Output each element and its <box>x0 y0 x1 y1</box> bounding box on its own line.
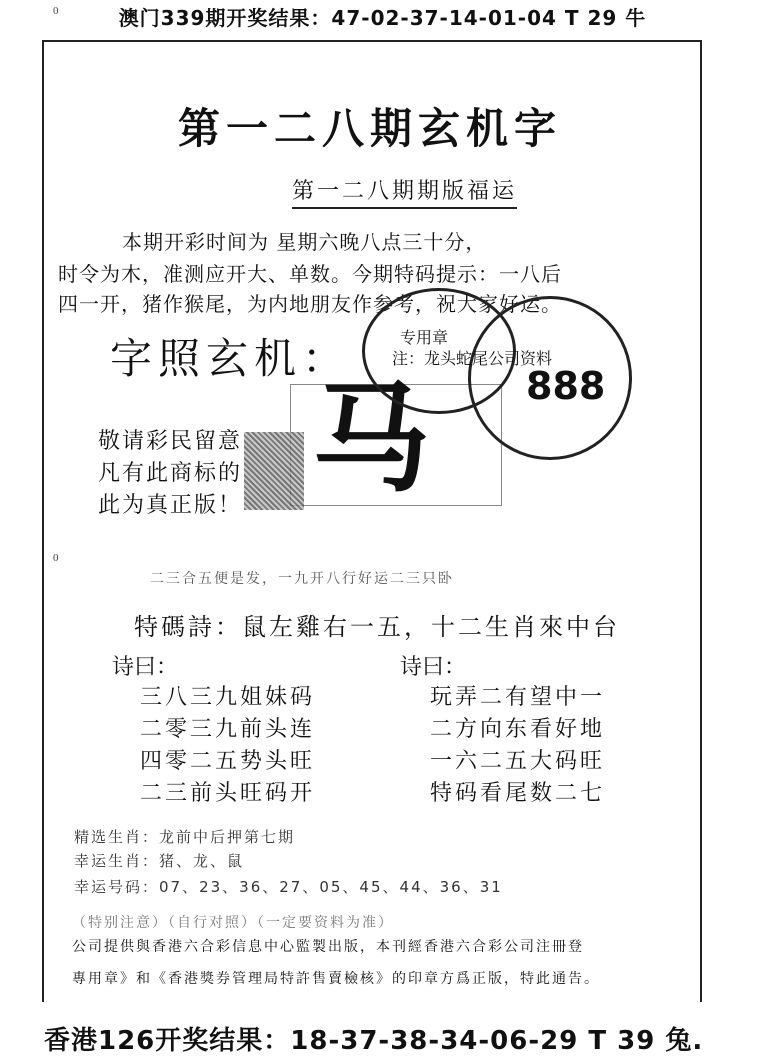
trademark-photo <box>244 432 304 510</box>
poem-title: 特碼詩：鼠左雞右一五，十二生肖來中台 <box>134 613 620 641</box>
poem-heading-right: 诗曰： <box>400 655 467 680</box>
hongkong-draw-result: 香港126开奖结果：18-37-38-34-06-29 T 39 兔. <box>44 1026 704 1056</box>
fine-print: （特别注意）（自行对照）（一定要资料为准） <box>72 915 394 931</box>
info-line: 幸运生肖：猪、龙、鼠 <box>74 852 245 870</box>
corner-mark: 0 <box>53 552 59 564</box>
intro-line-1: 本期开彩时间为 星期六晚八点三十分， <box>122 230 487 254</box>
macau-draw-result: 澳门339期开奖结果：47-02-37-14-01-04 T 29 牛 <box>118 6 647 30</box>
notice-line: 敬请彩民留意 <box>98 429 243 454</box>
intro-line-2: 时令为木，准测应开大、单数。今期特码提示：一八后 <box>58 262 562 286</box>
riddle-label: 字照玄机： <box>110 334 351 383</box>
poem-line-left: 二三前头旺码开 <box>140 781 316 806</box>
poem-line-right: 玩弄二有望中一 <box>430 685 606 710</box>
info-line: 精选生肖：龙前中后押第七期 <box>74 828 296 846</box>
corner-mark: 0 <box>53 5 59 17</box>
riddle-answer: 马 <box>312 369 431 508</box>
seal-text: 注：龙头蛇尾公司资料 <box>392 349 553 368</box>
seal-number: 888 <box>526 364 606 408</box>
fine-print: 公司提供與香港六合彩信息中心監製出版，本刊經香港六合彩公司注冊登 <box>72 939 584 955</box>
main-title: 第一二八期玄机字 <box>177 104 562 153</box>
intro-line-3: 四一开，猪作猴尾，为内地朋友作参考，祝大家好运。 <box>58 292 562 316</box>
poem-line-left: 三八三九姐妹码 <box>140 685 316 710</box>
poem-line-right: 特码看尾数二七 <box>430 781 606 806</box>
poem-line-right: 一六二五大码旺 <box>430 749 606 774</box>
poem-line-left: 二零三九前头连 <box>140 717 316 742</box>
lower-header: 二三合五便是发，一九开八行好运二三只卧 <box>150 571 454 587</box>
poem-line-right: 二方向东看好地 <box>430 717 606 742</box>
seal-text: 专用章 <box>400 328 449 347</box>
notice-line: 此为真正版！ <box>98 493 243 518</box>
info-line: 幸运号码：07、23、36、27、05、45、44、36、31 <box>74 878 503 896</box>
poem-line-left: 四零二五势头旺 <box>140 749 316 774</box>
poem-heading-left: 诗曰： <box>112 655 179 680</box>
sub-title: 第一二八期期版福运 <box>292 174 517 209</box>
fine-print: 專用章》和《香港獎券管理局特許售賣檢核》的印章方爲正版，特此通告。 <box>72 971 600 987</box>
notice-line: 凡有此商标的 <box>98 461 243 486</box>
